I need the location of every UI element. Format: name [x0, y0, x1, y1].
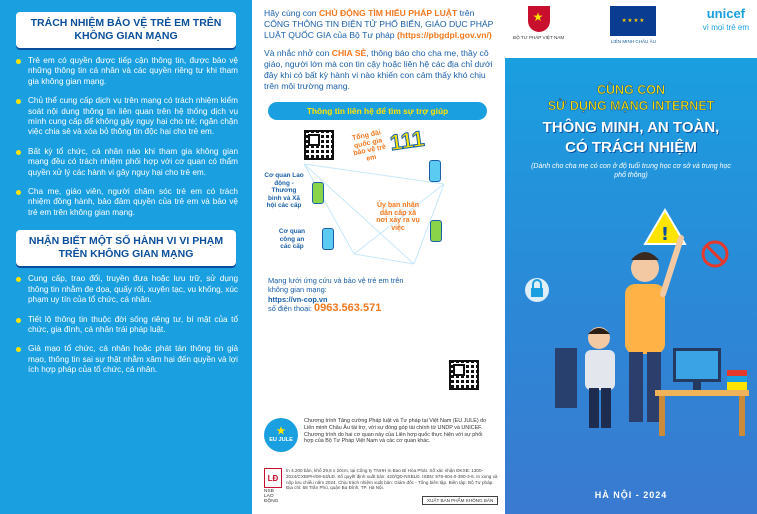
network-title: Mạng lưới ứng cứu và bảo vệ trẻ em trên không gian mạng: [268, 276, 404, 295]
cover-title-3: THÔNG MINH, AN TOÀN, [542, 119, 720, 136]
unicef-logo [703, 6, 749, 32]
list-item: Chủ thể cung cấp dịch vụ trên mạng có trách nhiệm kiểm soát nội dung thông tin liên quan trên hệ thống dịch vụ mình cung cấp để không gây nguy hại cho trẻ; ngăn chặn việc chia sẻ và xóa bỏ thông tin độc hại cho trẻ em. [16, 96, 238, 138]
unicef-wordmark: unicef [706, 6, 746, 21]
forbidden-icon [703, 242, 727, 266]
desk-with-computer [655, 348, 749, 436]
remind-text: Và nhắc nhở con [264, 48, 332, 58]
publisher-name: NXB LAO ĐỘNG [264, 489, 279, 504]
list-item: Cung cấp, trao đổi, truyền đưa hoặc lưu trữ, sử dụng thông tin nhằm đe dọa, quấy rối, xuyên tạc, vu khống, xúc phạm uy tín của tổ chức, cá nhân. [16, 274, 238, 305]
moj-label: BỘ TƯ PHÁP VIỆT NAM [513, 35, 565, 40]
phone-label: số điện thoại: [268, 304, 315, 314]
remind-text: , thông báo cho cha mẹ, thầy cô giáo, người lớn mà con tin cậy hoặc liên hệ các địa chỉ dưới đây khi có bất kỳ hành vi nào khiến con cảm thấy khó chịu trên môi trường mạng. [264, 48, 493, 91]
not-for-sale-stamp: XUẤT BẢN PHẨM KHÔNG BÁN [422, 496, 498, 505]
cover-title-4: CÓ TRÁCH NHIỆM [565, 139, 697, 156]
hotline-number[interactable]: 111 [388, 125, 426, 156]
cover-title-2: SỬ DỤNG MẠNG INTERNET [547, 99, 715, 113]
list-item: Bất kỳ tổ chức, cá nhân nào khi tham gia không gian mạng đều có trách nhiệm phối hợp với cơ quan có thẩm quyền xử lý các hành vi gây nguy hại cho trẻ em. [16, 147, 238, 178]
phone-icon [322, 228, 334, 250]
panel-cover [505, 0, 757, 514]
program-info [264, 418, 492, 452]
cover-footer: HÀ NỘI - 2024 [594, 490, 668, 500]
lock-icon [525, 278, 549, 302]
contact-diagram [264, 124, 495, 320]
unicef-tagline: vì mọi trẻ em [702, 23, 749, 32]
violation-list [10, 274, 242, 375]
police-agency-label: Cơ quan công an các cấp [278, 228, 306, 251]
publisher-logo: LĐ [264, 468, 282, 488]
hotline-label: Tổng đài quốc gia bảo vệ trẻ em [351, 129, 387, 163]
child-figure [555, 327, 615, 428]
network-url[interactable]: https://vn-cop.vn [268, 294, 328, 304]
eu-jule-logo [264, 418, 298, 452]
list-item: Trẻ em có quyền được tiếp cận thông tin, được bảo vệ những thông tin cá nhân và các quyền riêng tư khi tham gia không gian mạng. [16, 56, 238, 87]
remind-highlight: CHIA SẺ [331, 48, 367, 58]
svg-text:!: ! [660, 224, 670, 245]
commune-committee-label: Ủy ban nhân dân cấp xã nơi xảy ra vụ việc [376, 202, 420, 232]
contact-heading: Thông tin liên hệ để tìm sự trợ giúp [268, 102, 487, 120]
intro-text: Hãy cùng con [264, 8, 319, 18]
list-item: Tiết lộ thông tin thuộc đời sống riêng tư, bí mật của tổ chức, gia đình, cá nhân trái pháp luật. [16, 315, 238, 336]
phone-row [268, 304, 418, 313]
panel-responsibilities [0, 0, 252, 514]
network-block [268, 276, 418, 314]
list-item: Giả mạo tổ chức, cá nhân hoặc phát tán thông tin giả mạo, thông tin sai sự thật nhằm xâm hại đến quyền và lợi ích hợp pháp của tổ chức, cá nhân. [16, 344, 238, 375]
panel-contacts [252, 0, 505, 514]
remind-paragraph [264, 48, 495, 92]
hotline-qr-code[interactable] [304, 130, 334, 160]
eu-flag-icon: ★★★★ [610, 6, 656, 36]
heading-child-protection: TRÁCH NHIỆM BẢO VỆ TRẺ EM TRÊN KHÔNG GIAN MẠNG [16, 12, 236, 48]
portal-link[interactable]: (https://pbgdpl.gov.vn/) [396, 30, 492, 40]
cover-area [505, 58, 757, 514]
eu-jule-text: EU JULE [269, 437, 293, 443]
phone-number[interactable]: 0963.563.571 [314, 302, 382, 315]
eu-logo [610, 6, 656, 44]
imprint-text: In 4.200 bản, khổ 29,6 x 20cm, tại Công ty TNHH In Bao Bì Hòa Phát. Số xác nhận ĐKXB: 1300-2024/CXBIPH/08-53/LĐ. Số quyết định xuất bản: 420/QĐ-NXBLĐ. ISBN: 978-604-0-390-3-6. In xong và nộp lưu chiểu năm 2024. Chịu trách nhiệm xuất bản: Giám đốc - Tổng biên tập. Biên tập: Bộ Tư pháp. Địa chỉ: 58 Trần Phú, quận Ba Đình, TP. Hà Nội. [286, 468, 498, 491]
list-item: Cha mẹ, giáo viên, người chăm sóc trẻ em có trách nhiệm đồng hành, bảo đảm quyền của trẻ em và bảo vệ trẻ em trên không gian mạng. [16, 187, 238, 218]
parent-child-illustration [505, 198, 757, 448]
program-text: Chương trình Tăng cường Pháp luật và Tư pháp tại Việt Nam (EU JULE) do Liên minh Châu Âu tài trợ, với sự đóng góp tài chính từ UNDP và UNICEF. Chương trình do hai cơ quan này của Liên hợp quốc thực hiện với sự phối hợp của Bộ Tư Pháp Việt Nam và các cơ quan khác. [304, 418, 487, 445]
moj-logo [513, 6, 564, 40]
cover-subtitle: (Dành cho cha mẹ có con ở độ tuổi trung học cơ sở và trung học phổ thông) [531, 163, 731, 179]
phone-icon [312, 182, 324, 204]
phone-icon [430, 220, 442, 242]
star-ring-icon: ★ [276, 426, 286, 437]
eu-label: LIÊN MINH CHÂU ÂU [610, 39, 657, 44]
cover-title-1: CÙNG CON [596, 83, 666, 97]
intro-highlight: CHỦ ĐỘNG TÌM HIỂU PHÁP LUẬT [318, 8, 458, 18]
network-qr-code[interactable] [449, 360, 479, 390]
emblem-icon [528, 6, 550, 32]
intro-text: trên CỔNG THÔNG TIN ĐIỆN TỬ PHỔ BIẾN, GIÁO DỤC PHÁP LUẬT QUỐC GIA của Bộ Tư pháp [264, 8, 494, 40]
labor-agency-label: Cơ quan Lao động - Thương binh và Xã hội các cấp [264, 172, 304, 210]
heading-violations: NHẬN BIẾT MỘT SỐ HÀNH VI VI PHẠM TRÊN KHÔNG GIAN MẠNG [16, 230, 236, 266]
phone-icon [429, 160, 441, 182]
publisher-block [264, 468, 282, 504]
logo-bar [505, 0, 757, 58]
intro-paragraph [264, 8, 495, 41]
responsibility-list [10, 56, 242, 218]
